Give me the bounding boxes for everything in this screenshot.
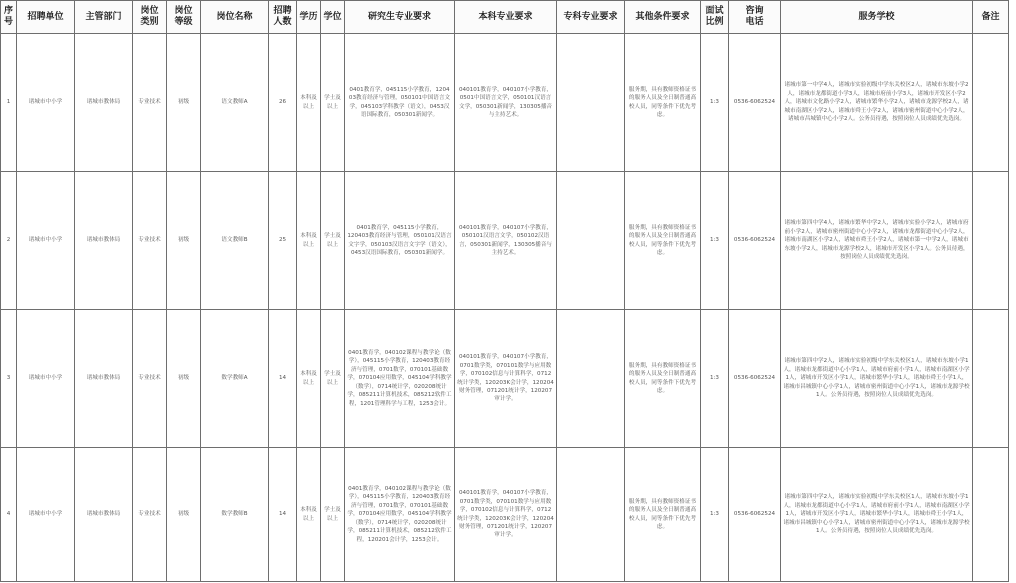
cell-post-type: 专业技术 [133,34,167,172]
cell-unit: 诸城市中小学 [17,172,75,310]
cell-schools: 诸城市第四中学2人，诸城市实验初级中学东关校区1人，诸城市东坡小学1人，诸城市龙都街道中心小学1人，诸城市府前小学1人，诸城市南湖区小学1人，诸城市开发区小学1人，诸城市繁华小学1人，诸城市舜王小学1人，诸城市昌城镇中心小学1人，诸城市密州街道中心小学1人，诸城市龙源学校1人。公务员待遇，按照岗位人员成绩优先选岗。 [781,448,973,582]
table-row [1,34,1009,172]
cell-ug-major: 040101教育学，040107小学教育，0501中国语言文学，050101汉语言文学，050301新闻学，130305播音与主持艺术。 [455,34,557,172]
cell-post-level: 初级 [167,310,201,448]
cell-seq: 4 [1,448,17,582]
cell-education: 本科及以上 [297,448,321,582]
cell-degree: 学士及以上 [321,172,345,310]
cell-degree: 学士及以上 [321,310,345,448]
cell-education: 本科及以上 [297,310,321,448]
table-row [1,172,1009,310]
cell-unit: 诸城市中小学 [17,448,75,582]
cell-dept: 诸城市教体局 [75,34,133,172]
cell-schools: 诸城市第一中学4人，诸城市实验初级中学东关校区2人，诸城市东坡小学2人，诸城市龙都街道小学3人，诸城市府前小学3人，诸城市开发区小学2人，诸城市文化路小学2人，诸城市繁华小学2人，诸城市龙源学校2人，诸城市南湖区小学2人，诸城市舜王小学2人，诸城市密州街道中心小学2人，诸城市昌城镇中心小学2人。公务员待遇，按照岗位人员成绩优先选岗。 [781,34,973,172]
table-row [1,310,1009,448]
cell-dept: 诸城市教体局 [75,172,133,310]
cell-post-level: 初级 [167,34,201,172]
header-college-major: 专科专业要求 [557,1,625,34]
cell-seq: 1 [1,34,17,172]
cell-ug-major: 040101教育学，040107小学教育，0701数学类，070101数学与应用数学，070102信息与计算科学，0712统计学类，120203K会计学，120204财务管理，071201统计学，120207审计学。 [455,310,557,448]
cell-grad-major: 0401教育学，045115小学教育，120403教育经济与管理，050101汉语言文字学，050103汉语言文字学（语文），0453汉语国际教育，050301新闻学。 [345,172,455,310]
cell-phone: 0536-6062524 [729,310,781,448]
cell-college-major [557,310,625,448]
cell-college-major [557,34,625,172]
cell-phone: 0536-6062524 [729,172,781,310]
cell-post-type: 专业技术 [133,310,167,448]
header-ratio: 面试 比例 [701,1,729,34]
cell-college-major [557,172,625,310]
cell-ug-major: 040101教育学，040107小学教育，050101汉语言文学，050102汉语言，050301新闻学，130305播音与主持艺术。 [455,172,557,310]
cell-phone: 0536-6062524 [729,34,781,172]
header-count: 招聘 人数 [269,1,297,34]
cell-post-type: 专业技术 [133,172,167,310]
cell-dept: 诸城市教体局 [75,310,133,448]
table-header-row [1,1,1009,34]
cell-post-level: 初级 [167,448,201,582]
cell-grad-major: 0401教育学，040102课程与教学论（数学），045115小学教育，120403教育经济与管理，0701数学，070101基础数学，070104应用数学，045104学科教学（数学），0714统计学，020208统计学，085211计算机技术，085212软件工程，120201会计学，1253会计。 [345,448,455,582]
cell-seq: 3 [1,310,17,448]
cell-note [973,34,1009,172]
cell-other: 服务期，具有教师资格证书的服务人员及全日制普通高校人员，同等条件下优先考虑。 [625,310,701,448]
header-phone: 咨询 电话 [729,1,781,34]
cell-post-name: 数学教师B [201,448,269,582]
cell-note [973,310,1009,448]
cell-dept: 诸城市教体局 [75,448,133,582]
cell-degree: 学士及以上 [321,448,345,582]
cell-education: 本科及以上 [297,172,321,310]
cell-other: 服务期，具有教师资格证书的服务人员及全日制普通高校人员，同等条件下优先考虑。 [625,448,701,582]
cell-ug-major: 040101教育学，040107小学教育，0701数学类，070101数学与应用数学，070102信息与计算科学，0712统计学类，120203K会计学，120204财务管理，071201统计学，120207审计学。 [455,448,557,582]
cell-note [973,448,1009,582]
cell-grad-major: 0401教育学，040102课程与教学论（数学），045115小学教育，120403教育经济与管理，0701数学，070101基础数学，070104应用数学，045104学科教学（数学），0714统计学，020208统计学，085211计算机技术，085212软件工程，1201管理科学与工程，1253会计。 [345,310,455,448]
cell-seq: 2 [1,172,17,310]
cell-count: 14 [269,310,297,448]
header-dept: 主管部门 [75,1,133,34]
header-grad-major: 研究生专业要求 [345,1,455,34]
cell-post-type: 专业技术 [133,448,167,582]
cell-ratio: 1:3 [701,310,729,448]
cell-education: 本科及以上 [297,34,321,172]
header-schools: 服务学校 [781,1,973,34]
header-ug-major: 本科专业要求 [455,1,557,34]
cell-count: 25 [269,172,297,310]
header-seq: 序 号 [1,1,17,34]
cell-college-major [557,448,625,582]
cell-degree: 学士及以上 [321,34,345,172]
cell-other: 服务期，具有教师资格证书的服务人员及全日制普通高校人员，同等条件下优先考虑。 [625,172,701,310]
cell-post-name: 语文教师B [201,172,269,310]
cell-schools: 诸城市第四中学4人，诸城市繁华中学2人，诸城市实验小学2人，诸城市府前小学2人，诸城市密州街道中心小学2人，诸城市龙都街道中心小学2人，诸城市南湖区小学2人，诸城市舜王小学2人，诸城市第一中学2人，诸城市东坡小学2人，诸城市龙源学校2人，诸城市开发区小学1人。公务员待遇，按照岗位人员成绩优先选岗。 [781,172,973,310]
cell-post-name: 数学教师A [201,310,269,448]
header-unit: 招聘单位 [17,1,75,34]
cell-ratio: 1:3 [701,172,729,310]
header-post-type: 岗位 类别 [133,1,167,34]
cell-unit: 诸城市中小学 [17,310,75,448]
cell-other: 服务期，具有教师资格证书的服务人员及全日制普通高校人员，同等条件下优先考虑。 [625,34,701,172]
table-row [1,448,1009,582]
cell-unit: 诸城市中小学 [17,34,75,172]
cell-grad-major: 0401教育学，045115小学教育，1204 03教育经济与管理，050101中国语言文学，045103学科教学（语文），0453汉语国际教育，050301新闻学。 [345,34,455,172]
cell-ratio: 1:3 [701,448,729,582]
header-post-name: 岗位名称 [201,1,269,34]
cell-post-name: 语文教师A [201,34,269,172]
header-note: 备注 [973,1,1009,34]
header-other: 其他条件要求 [625,1,701,34]
header-degree: 学位 [321,1,345,34]
cell-ratio: 1:3 [701,34,729,172]
cell-post-level: 初级 [167,172,201,310]
header-post-level: 岗位 等级 [167,1,201,34]
cell-count: 26 [269,34,297,172]
cell-note [973,172,1009,310]
cell-count: 14 [269,448,297,582]
cell-phone: 0536-6062524 [729,448,781,582]
cell-schools: 诸城市第四中学2人，诸城市实验初级中学东关校区1人，诸城市东坡小学1人，诸城市龙都街道中心小学1人，诸城市府前小学1人，诸城市南湖区小学1人，诸城市开发区小学1人，诸城市繁华小学1人，诸城市舜王小学1人，诸城市昌城镇中心小学1人，诸城市密州街道中心小学1人，诸城市龙源学校1人。公务员待遇，按照岗位人员成绩优先选岗。 [781,310,973,448]
header-education: 学历 [297,1,321,34]
